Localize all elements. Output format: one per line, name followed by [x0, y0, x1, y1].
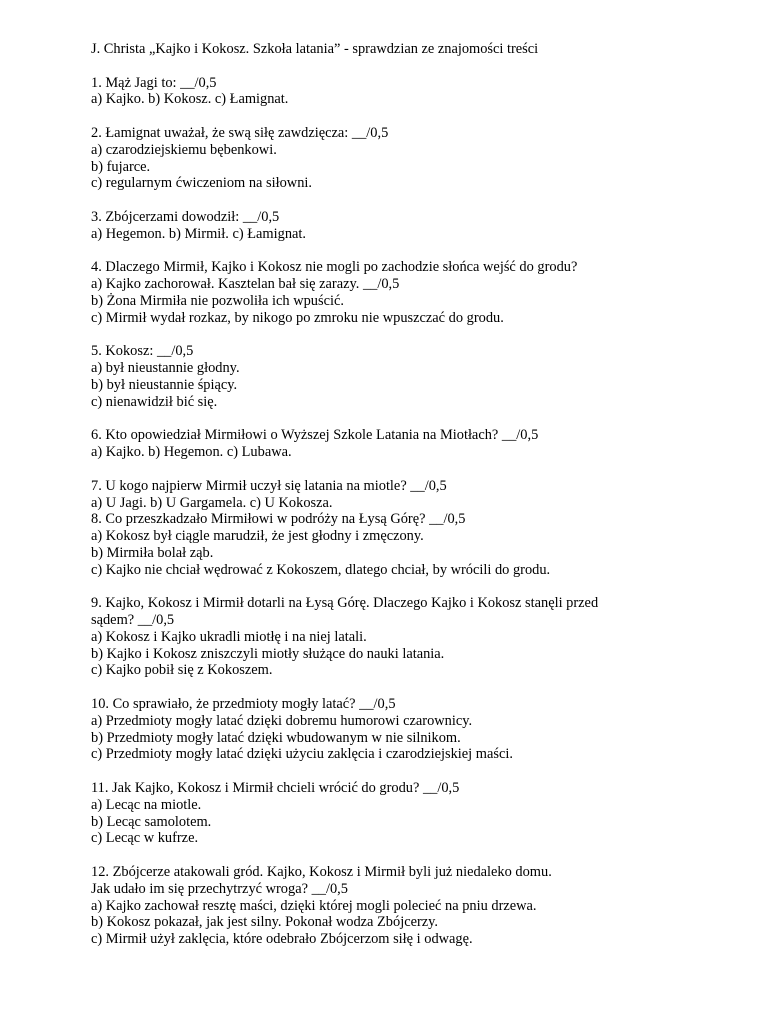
question-block [91, 427, 751, 461]
answer-option: c) regularnym ćwiczeniom na siłowni. [91, 175, 312, 192]
question-block [91, 478, 751, 512]
answer-option: b) fujarce. [91, 158, 151, 175]
answer-option: a) czarodziejskiemu bębenkowi. [91, 141, 277, 158]
answer-option: c) Mirmił wydał rozkaz, by nikogo po zmroku nie wpuszczać do grodu. [91, 309, 504, 326]
answer-option: c) Lecąc w kufrze. [91, 830, 199, 847]
question-text: 6. Kto opowiedział Mirmiłowi o Wyższej Szkole Latania na Miotłach? __/0,5 [91, 427, 539, 444]
answer-option: c) Mirmił użył zaklęcia, które odebrało Zbójcerzom siłę i odwagę. [91, 931, 473, 948]
answer-option: c) Kajko nie chciał wędrować z Kokoszem, dlatego chciał, by wrócili do grodu. [91, 561, 551, 578]
answer-option: c) nienawidził bić się. [91, 393, 218, 410]
answer-option: a) U Jagi. b) U Gargamela. c) U Kokosza. [91, 494, 333, 511]
question-text: 3. Zbójcerzami dowodził: __/0,5 [91, 208, 280, 225]
question-text: 10. Co sprawiało, że przedmioty mogły latać? __/0,5 [91, 696, 396, 713]
answer-option: b) był nieustannie śpiący. [91, 376, 238, 393]
question-text: 2. Łamignat uważał, że swą siłę zawdzięcza: __/0,5 [91, 124, 389, 141]
question-block [91, 511, 751, 578]
answer-option: b) Przedmioty mogły latać dzięki wbudowanym w nie silnikom. [91, 729, 461, 746]
answer-option: c) Przedmioty mogły latać dzięki użyciu zaklęcia i czarodziejskiej maści. [91, 746, 513, 763]
answer-option: b) Mirmiła bolał ząb. [91, 544, 214, 561]
question-text: 7. U kogo najpierw Mirmił uczył się latania na miotle? __/0,5 [91, 477, 447, 494]
answer-option: b) Żona Mirmiła nie pozwoliła ich wpuścić. [91, 292, 344, 309]
worksheet-title-block [91, 41, 751, 58]
question-block [91, 209, 751, 243]
question-block [91, 864, 751, 948]
answer-option: a) Kajko. b) Hegemon. c) Lubawa. [91, 444, 292, 461]
answer-option: a) Kokosz był ciągle marudził, że jest głodny i zmęczony. [91, 528, 424, 545]
question-text: 5. Kokosz: __/0,5 [91, 343, 194, 360]
answer-option: a) Kajko zachorował. Kasztelan bał się zarazy. __/0,5 [91, 276, 400, 293]
worksheet-page [91, 41, 751, 965]
question-text: 11. Jak Kajko, Kokosz i Mirmił chcieli wrócić do grodu? __/0,5 [91, 780, 460, 797]
answer-option: a) Kokosz i Kajko ukradli miotłę i na niej latali. [91, 628, 367, 645]
question-block [91, 75, 751, 109]
question-block [91, 343, 751, 410]
answer-option: b) Lecąc samolotem. [91, 813, 212, 830]
question-text: 9. Kajko, Kokosz i Mirmił dotarli na Łysą Górę. Dlaczego Kajko i Kokosz stanęli przed [91, 595, 599, 612]
worksheet-title: J. Christa „Kajko i Kokosz. Szkoła latania” - sprawdzian ze znajomości treści [91, 41, 539, 57]
answer-option: a) Lecąc na miotle. [91, 796, 202, 813]
answer-option: b) Kokosz pokazał, jak jest silny. Pokonał wodza Zbójcerzy. [91, 914, 439, 931]
answer-option: c) Kajko pobił się z Kokoszem. [91, 662, 273, 679]
answer-option: a) Przedmioty mogły latać dzięki dobremu humorowi czarownicy. [91, 712, 473, 729]
answer-option: b) Kajko i Kokosz zniszczyli miotły służące do nauki latania. [91, 645, 445, 662]
question-list [91, 75, 751, 948]
question-text: 1. Mąż Jagi to: __/0,5 [91, 74, 217, 91]
answer-option: a) Kajko zachował resztę maści, dzięki której mogli polecieć na pniu drzewa. [91, 897, 537, 914]
question-block [91, 125, 751, 192]
question-text: 12. Zbójcerze atakowali gród. Kajko, Kokosz i Mirmił byli już niedaleko domu. [91, 864, 552, 881]
question-block [91, 696, 751, 763]
question-text: Jak udało im się przechytrzyć wroga? __/0,5 [91, 880, 348, 897]
question-block [91, 780, 751, 847]
question-block [91, 259, 751, 326]
question-text: sądem? __/0,5 [91, 612, 175, 629]
question-block [91, 595, 751, 679]
question-text: 4. Dlaczego Mirmił, Kajko i Kokosz nie mogli po zachodzie słońca wejść do grodu? [91, 259, 578, 276]
question-text: 8. Co przeszkadzało Mirmiłowi w podróży na Łysą Górę? __/0,5 [91, 511, 466, 528]
answer-option: a) Hegemon. b) Mirmił. c) Łamignat. [91, 225, 306, 242]
answer-option: a) był nieustannie głodny. [91, 360, 240, 377]
answer-option: a) Kajko. b) Kokosz. c) Łamignat. [91, 91, 289, 108]
